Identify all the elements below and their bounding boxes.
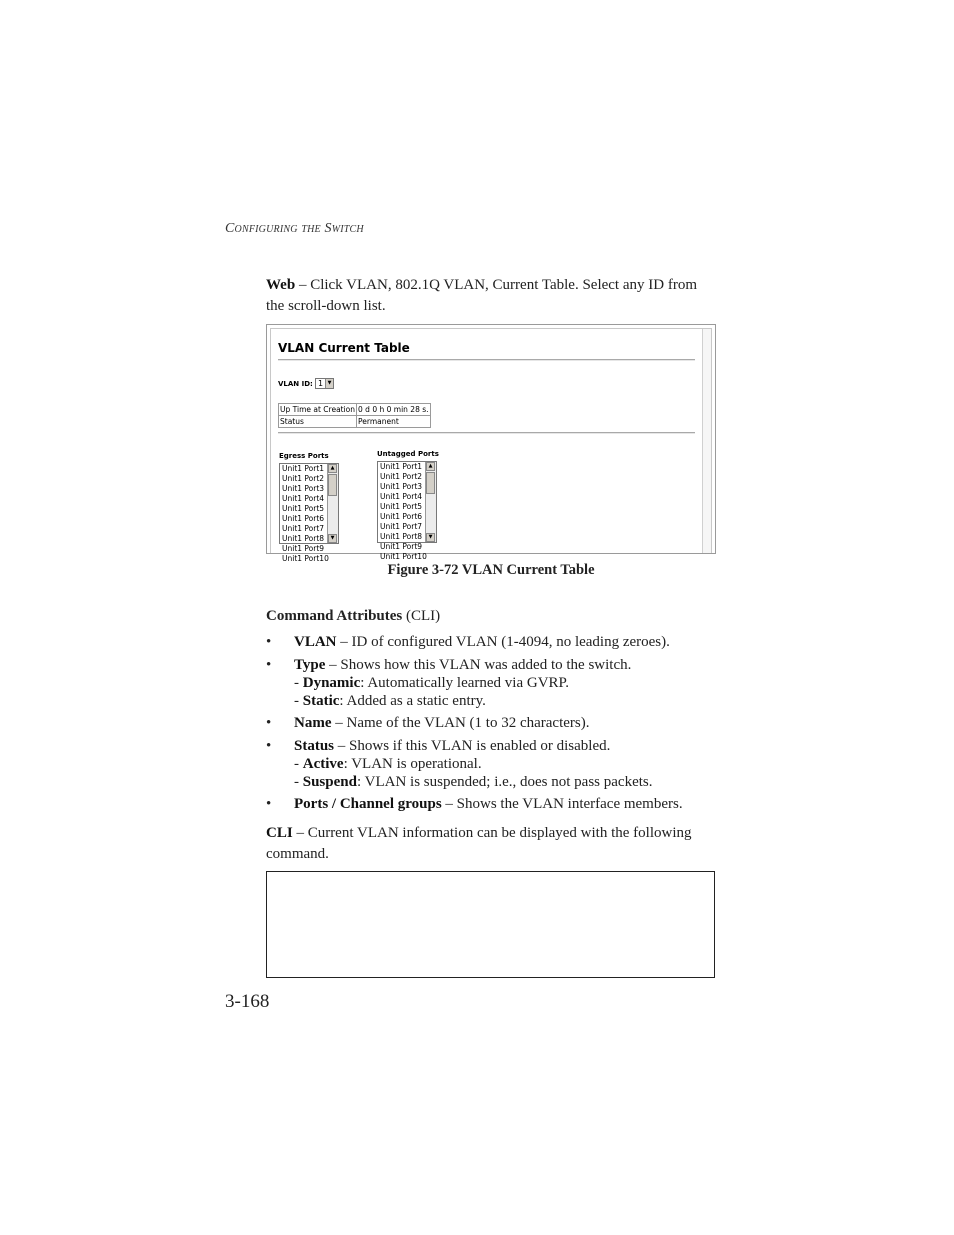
bullet-icon: • bbox=[266, 656, 272, 673]
list-item bbox=[266, 714, 726, 732]
figure-frame bbox=[270, 328, 712, 563]
sub-desc: : VLAN is suspended; i.e., does not pass packets. bbox=[356, 773, 653, 790]
scroll-up-icon[interactable]: ▲ bbox=[426, 462, 435, 471]
heading-term: Command Attributes bbox=[266, 608, 403, 624]
cli-text-line2: command. bbox=[266, 846, 329, 862]
sub-term: Suspend bbox=[302, 773, 357, 790]
scroll-thumb[interactable] bbox=[328, 474, 337, 496]
dropdown-arrow-icon[interactable]: ▼ bbox=[325, 379, 333, 388]
running-header: Configuring the Switch bbox=[225, 221, 364, 236]
scroll-down-icon[interactable]: ▼ bbox=[426, 533, 435, 542]
attribute-desc: – Shows how this VLAN was added to the switch. bbox=[325, 656, 632, 673]
attribute-term: Name bbox=[294, 715, 332, 731]
sub-desc: : VLAN is operational. bbox=[343, 755, 482, 772]
title-divider bbox=[278, 359, 695, 361]
list-item[interactable]: Unit1 Port5 bbox=[380, 502, 423, 511]
egress-scrollbar[interactable] bbox=[327, 464, 338, 543]
untagged-scrollbar[interactable] bbox=[425, 462, 436, 542]
cli-instructions bbox=[266, 823, 726, 865]
info-label-cell: Up Time at Creation bbox=[280, 405, 356, 414]
attribute-term: VLAN bbox=[294, 634, 337, 650]
table-row bbox=[279, 404, 431, 416]
egress-ports-listbox[interactable] bbox=[279, 463, 339, 563]
vlan-id-select[interactable] bbox=[315, 378, 334, 389]
sub-desc: : Added as a static entry. bbox=[339, 692, 486, 709]
web-text-line1: – Click VLAN, 802.1Q VLAN, Current Table. Select any ID from bbox=[295, 277, 697, 293]
scroll-up-icon[interactable]: ▲ bbox=[328, 464, 337, 473]
list-item[interactable]: Unit1 Port2 bbox=[380, 472, 423, 481]
scroll-thumb[interactable] bbox=[426, 472, 435, 494]
info-value-cell: 0 d 0 h 0 min 28 s. bbox=[358, 405, 429, 414]
attribute-desc: – Name of the VLAN (1 to 32 characters). bbox=[331, 715, 590, 731]
list-item bbox=[266, 633, 726, 651]
attribute-desc: – Shows if this VLAN is enabled or disabled. bbox=[334, 737, 611, 754]
heading-suffix: (CLI) bbox=[402, 608, 441, 624]
list-item[interactable]: Unit1 Port1 bbox=[282, 464, 325, 473]
list-item[interactable]: Unit1 Port6 bbox=[282, 514, 325, 523]
page-scrollbar[interactable] bbox=[702, 329, 711, 553]
list-item[interactable]: Unit1 Port8 bbox=[282, 534, 325, 543]
table-row bbox=[279, 416, 431, 428]
figure-caption: Figure 3-72 VLAN Current Table bbox=[387, 562, 595, 578]
bullet-icon: • bbox=[266, 796, 272, 812]
list-item[interactable]: Unit1 Port7 bbox=[282, 524, 325, 533]
list-item bbox=[266, 795, 726, 813]
cli-text-line1: – Current VLAN information can be displayed with the following bbox=[292, 825, 692, 841]
list-item[interactable]: Unit1 Port2 bbox=[282, 474, 325, 483]
sub-term: Active bbox=[302, 755, 344, 772]
untagged-ports-label: Untagged Ports bbox=[377, 450, 439, 458]
bullet-icon: • bbox=[266, 634, 272, 650]
vlan-id-value: 1 bbox=[318, 379, 324, 388]
command-attributes-heading bbox=[266, 608, 440, 625]
info-value-cell: Permanent bbox=[357, 416, 431, 428]
vlan-table-title: VLAN Current Table bbox=[278, 341, 410, 355]
vlan-id-label: VLAN ID: bbox=[278, 380, 313, 388]
attribute-term: Type bbox=[294, 656, 326, 673]
attribute-term: Status bbox=[294, 737, 335, 754]
list-item[interactable]: Unit1 Port10 bbox=[380, 552, 427, 561]
page-number: 3-168 bbox=[225, 991, 270, 1012]
sub-term: Static bbox=[302, 692, 340, 709]
list-item[interactable]: Unit1 Port10 bbox=[282, 554, 329, 563]
list-item[interactable]: Unit1 Port9 bbox=[380, 542, 423, 551]
attribute-term: Ports / Channel groups bbox=[294, 796, 442, 812]
list-item[interactable]: Unit1 Port9 bbox=[282, 544, 325, 553]
cli-lead: CLI bbox=[266, 825, 293, 841]
sub-term: Dynamic bbox=[302, 674, 361, 691]
web-text-line2: the scroll-down list. bbox=[266, 298, 386, 314]
list-item[interactable]: Unit1 Port4 bbox=[380, 492, 423, 501]
list-item[interactable]: Unit1 Port3 bbox=[282, 484, 325, 493]
list-item[interactable]: Unit1 Port8 bbox=[380, 532, 423, 541]
bullet-icon: • bbox=[266, 715, 272, 731]
attribute-desc: – ID of configured VLAN (1-4094, no leading zeroes). bbox=[336, 634, 670, 650]
vlan-current-table-figure bbox=[266, 324, 716, 563]
cli-command-box bbox=[266, 871, 715, 978]
attribute-desc: – Shows the VLAN interface members. bbox=[441, 796, 683, 812]
list-item[interactable]: Unit1 Port4 bbox=[282, 494, 325, 503]
list-item: • Status – Shows if this VLAN is enabled or disabled. - Active: VLAN is operational. - Suspend: VLAN is suspended; i.e., does not pass packets. bbox=[266, 737, 653, 790]
info-label-cell: Status bbox=[279, 416, 357, 428]
list-item[interactable]: Unit1 Port5 bbox=[282, 504, 325, 513]
attribute-list bbox=[266, 633, 726, 818]
list-item[interactable]: Unit1 Port7 bbox=[380, 522, 423, 531]
list-item: • Type – Shows how this VLAN was added to the switch. - Dynamic: Automatically learned via GVRP. - Static: Added as a static entry. bbox=[266, 656, 632, 709]
list-item[interactable]: Unit1 Port6 bbox=[380, 512, 423, 521]
web-instructions bbox=[266, 275, 726, 317]
info-divider bbox=[278, 432, 695, 434]
list-item[interactable]: Unit1 Port3 bbox=[380, 482, 423, 491]
untagged-ports-listbox[interactable] bbox=[377, 461, 437, 561]
vlan-info-table bbox=[278, 403, 431, 428]
scroll-down-icon[interactable]: ▼ bbox=[328, 534, 337, 543]
list-item[interactable]: Unit1 Port1 bbox=[380, 462, 423, 471]
egress-ports-label: Egress Ports bbox=[279, 452, 329, 460]
bullet-icon: • bbox=[266, 737, 272, 754]
sub-desc: : Automatically learned via GVRP. bbox=[360, 674, 569, 691]
web-lead: Web bbox=[266, 277, 296, 293]
